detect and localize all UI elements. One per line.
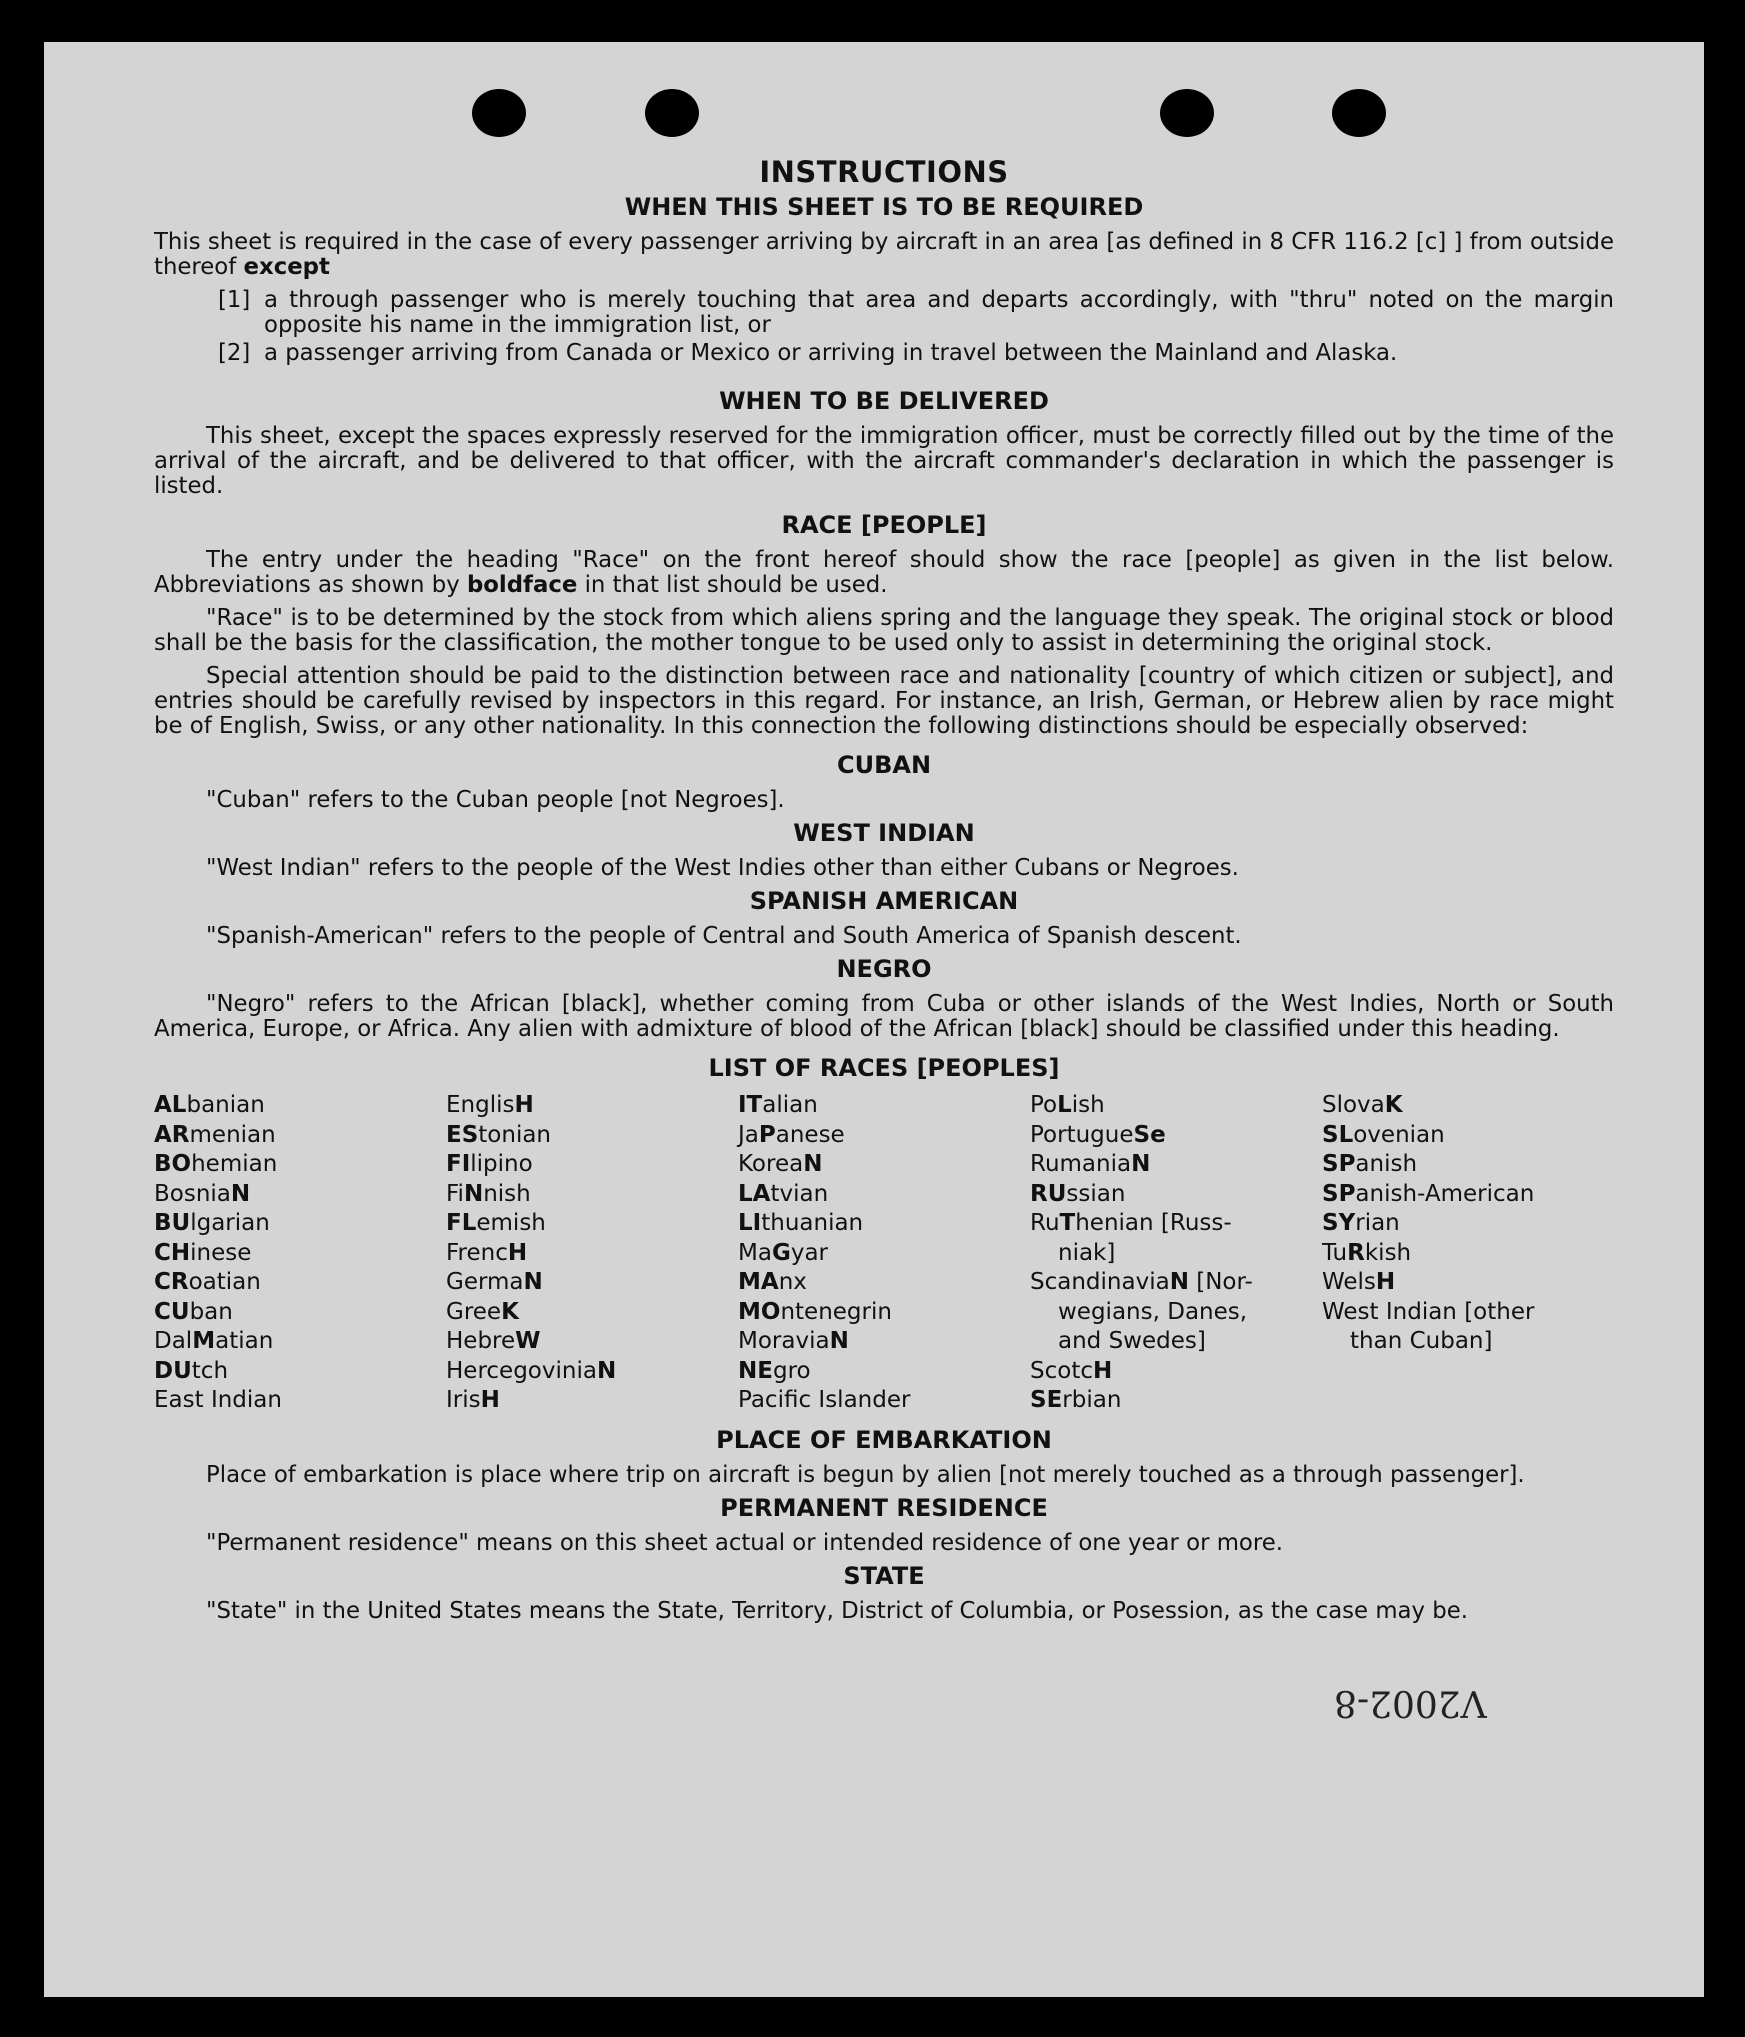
race-entry: MaGyar — [738, 1239, 829, 1266]
race-entry: GermaN — [446, 1269, 543, 1295]
race-entry: SPanish-American — [1322, 1180, 1535, 1207]
race-entry: CRoatian — [154, 1269, 261, 1295]
race-entry: ARmenian — [154, 1121, 276, 1148]
race-entry: KoreaN — [738, 1151, 823, 1177]
race-entry: FIlipino — [446, 1151, 533, 1177]
section-heading: LIST OF RACES [PEOPLES] — [708, 1054, 1060, 1082]
race-entry: DUtch — [154, 1357, 229, 1384]
race-entry: BOhemian — [154, 1151, 278, 1177]
race-entry: WelsH — [1322, 1269, 1396, 1295]
section-heading: WHEN THIS SHEET IS TO BE REQUIRED — [624, 193, 1144, 221]
race-entry: EnglisH — [446, 1092, 534, 1118]
section-heading: WHEN TO BE DELIVERED — [719, 387, 1049, 415]
race-entry: RumaniaN — [1030, 1151, 1151, 1177]
handwritten-note: V2002-8 — [1334, 1682, 1487, 1723]
page-title: INSTRUCTIONS — [759, 155, 1009, 189]
race-entry: HercegoviniaN — [446, 1357, 617, 1384]
race-entry: ScotcH — [1030, 1357, 1113, 1384]
paragraph: This sheet, except the spaces expressly reserved for the immigration officer, must be correctly filled out by the time of the arrival of the aircraft, and be delivered to that officer, with the aircraft commander's declaration in which the passenger is listed. — [154, 423, 1614, 499]
race-entry: niak] — [1058, 1239, 1116, 1266]
race-column — [1030, 1091, 1322, 1416]
race-entry: PoLish — [1030, 1092, 1105, 1118]
paragraph: "West Indian" refers to the people of the West Indies other than either Cubans or Negroes. — [206, 855, 1239, 881]
section-heading: SPANISH AMERICAN — [749, 887, 1019, 915]
race-entry: ITalian — [738, 1092, 818, 1118]
race-entry: LAtvian — [738, 1180, 829, 1207]
paragraph: "Cuban" refers to the Cuban people [not Negroes]. — [206, 787, 785, 813]
race-entry: JaPanese — [738, 1121, 845, 1148]
race-list — [154, 1091, 1614, 1416]
race-entry: FrencH — [446, 1239, 528, 1266]
race-entry: FLemish — [446, 1210, 546, 1236]
race-entry: MAnx — [738, 1269, 807, 1295]
race-entry: SLovenian — [1322, 1121, 1445, 1148]
paragraph: "Spanish-American" refers to the people of Central and South America of Spanish descent. — [206, 923, 1242, 949]
punch-hole — [1160, 89, 1214, 137]
race-entry: West Indian [other — [1322, 1298, 1535, 1325]
race-entry: SlovaK — [1322, 1092, 1403, 1118]
section-heading: RACE [PEOPLE] — [781, 511, 987, 539]
race-entry: RUssian — [1030, 1180, 1126, 1207]
section-heading: NEGRO — [836, 955, 932, 983]
race-entry: East Indian — [154, 1387, 282, 1413]
paragraph: "Race" is to be determined by the stock from which aliens spring and the language they speak. The original stock or blood shall be the basis for the classification, the mother tongue to be used only to assist in determining the original stock. — [154, 605, 1614, 656]
race-entry: IrisH — [446, 1387, 500, 1413]
race-entry: EStonian — [446, 1121, 552, 1148]
paragraph: "Permanent residence" means on this sheet actual or intended residence of one year or more. — [206, 1529, 1283, 1556]
race-entry: NEgro — [738, 1357, 811, 1384]
race-entry: ScandinaviaN [Nor- — [1030, 1269, 1253, 1295]
race-entry: CHinese — [154, 1239, 252, 1266]
race-entry: BosniaN — [154, 1180, 251, 1207]
section-heading: CUBAN — [836, 751, 932, 779]
race-entry: DalMatian — [154, 1328, 274, 1354]
race-entry: SPanish — [1322, 1151, 1418, 1177]
race-entry: SErbian — [1030, 1387, 1122, 1413]
punch-hole — [1332, 89, 1386, 137]
race-entry: wegians, Danes, — [1058, 1298, 1248, 1325]
paragraph: "State" in the United States means the State, Territory, District of Columbia, or Posession, as the case may be. — [206, 1597, 1468, 1624]
race-column — [446, 1091, 738, 1416]
race-entry: MOntenegrin — [738, 1298, 892, 1325]
race-entry: MoraviaN — [738, 1328, 849, 1354]
race-entry: than Cuban] — [1350, 1328, 1493, 1354]
section-heading: STATE — [843, 1561, 925, 1590]
instructions-body — [154, 155, 1614, 1632]
race-column — [1322, 1091, 1614, 1416]
section-heading: PERMANENT RESIDENCE — [720, 1493, 1048, 1522]
race-column — [154, 1091, 446, 1416]
section-heading: PLACE OF EMBARKATION — [716, 1425, 1052, 1454]
race-entry: LIthuanian — [738, 1210, 864, 1236]
race-column — [738, 1091, 1030, 1416]
document-page — [44, 42, 1704, 1997]
race-entry: TuRkish — [1322, 1239, 1412, 1266]
paragraph: Place of embarkation is place where trip on aircraft is begun by alien [not merely touched as a through passenger]. — [206, 1461, 1525, 1488]
section-heading: WEST INDIAN — [793, 819, 975, 847]
race-entry: BUlgarian — [154, 1210, 270, 1236]
race-entry: HebreW — [446, 1328, 541, 1354]
race-entry: FiNnish — [446, 1180, 531, 1207]
race-entry: RuThenian [Russ- — [1030, 1210, 1232, 1236]
race-entry: SYrian — [1322, 1210, 1400, 1236]
paragraph: The entry under the heading "Race" on the front hereof should show the race [people] as given in the list below. Abbreviations as shown by boldface in that list should be used. — [154, 547, 1614, 598]
race-entry: and Swedes] — [1058, 1328, 1206, 1354]
list-item: [1] a through passenger who is merely touching that area and departs accordingly, with "thru" noted on the margin opposite his name in the immigration list, or — [218, 287, 1614, 338]
race-entry: CUban — [154, 1298, 233, 1325]
race-entry: Pacific Islander — [738, 1387, 911, 1413]
punch-hole — [472, 89, 526, 137]
paragraph: This sheet is required in the case of every passenger arriving by aircraft in an area [as defined in 8 CFR 116.2 [c] ] from outside thereof except — [154, 229, 1614, 280]
list-item: [2] a passenger arriving from Canada or Mexico or arriving in travel between the Mainland and Alaska. — [218, 340, 1398, 366]
race-entry: ALbanian — [154, 1092, 265, 1118]
paragraph: "Negro" refers to the African [black], whether coming from Cuba or other islands of the West Indies, North or South America, Europe, or Africa. Any alien with admixture of blood of the African [black] should be classified under this heading. — [154, 991, 1614, 1042]
race-entry: GreeK — [446, 1298, 519, 1325]
paragraph: Special attention should be paid to the distinction between race and nationality [country of which citizen or subject], and entries should be carefully revised by inspectors in this regard. For instance, an Irish, German, or Hebrew alien by race might be of English, Swiss, or any other nationality. In this connection the following distinctions should be especially observed: — [154, 663, 1614, 739]
race-entry: PortugueSe — [1030, 1121, 1166, 1148]
punch-hole — [645, 89, 699, 137]
